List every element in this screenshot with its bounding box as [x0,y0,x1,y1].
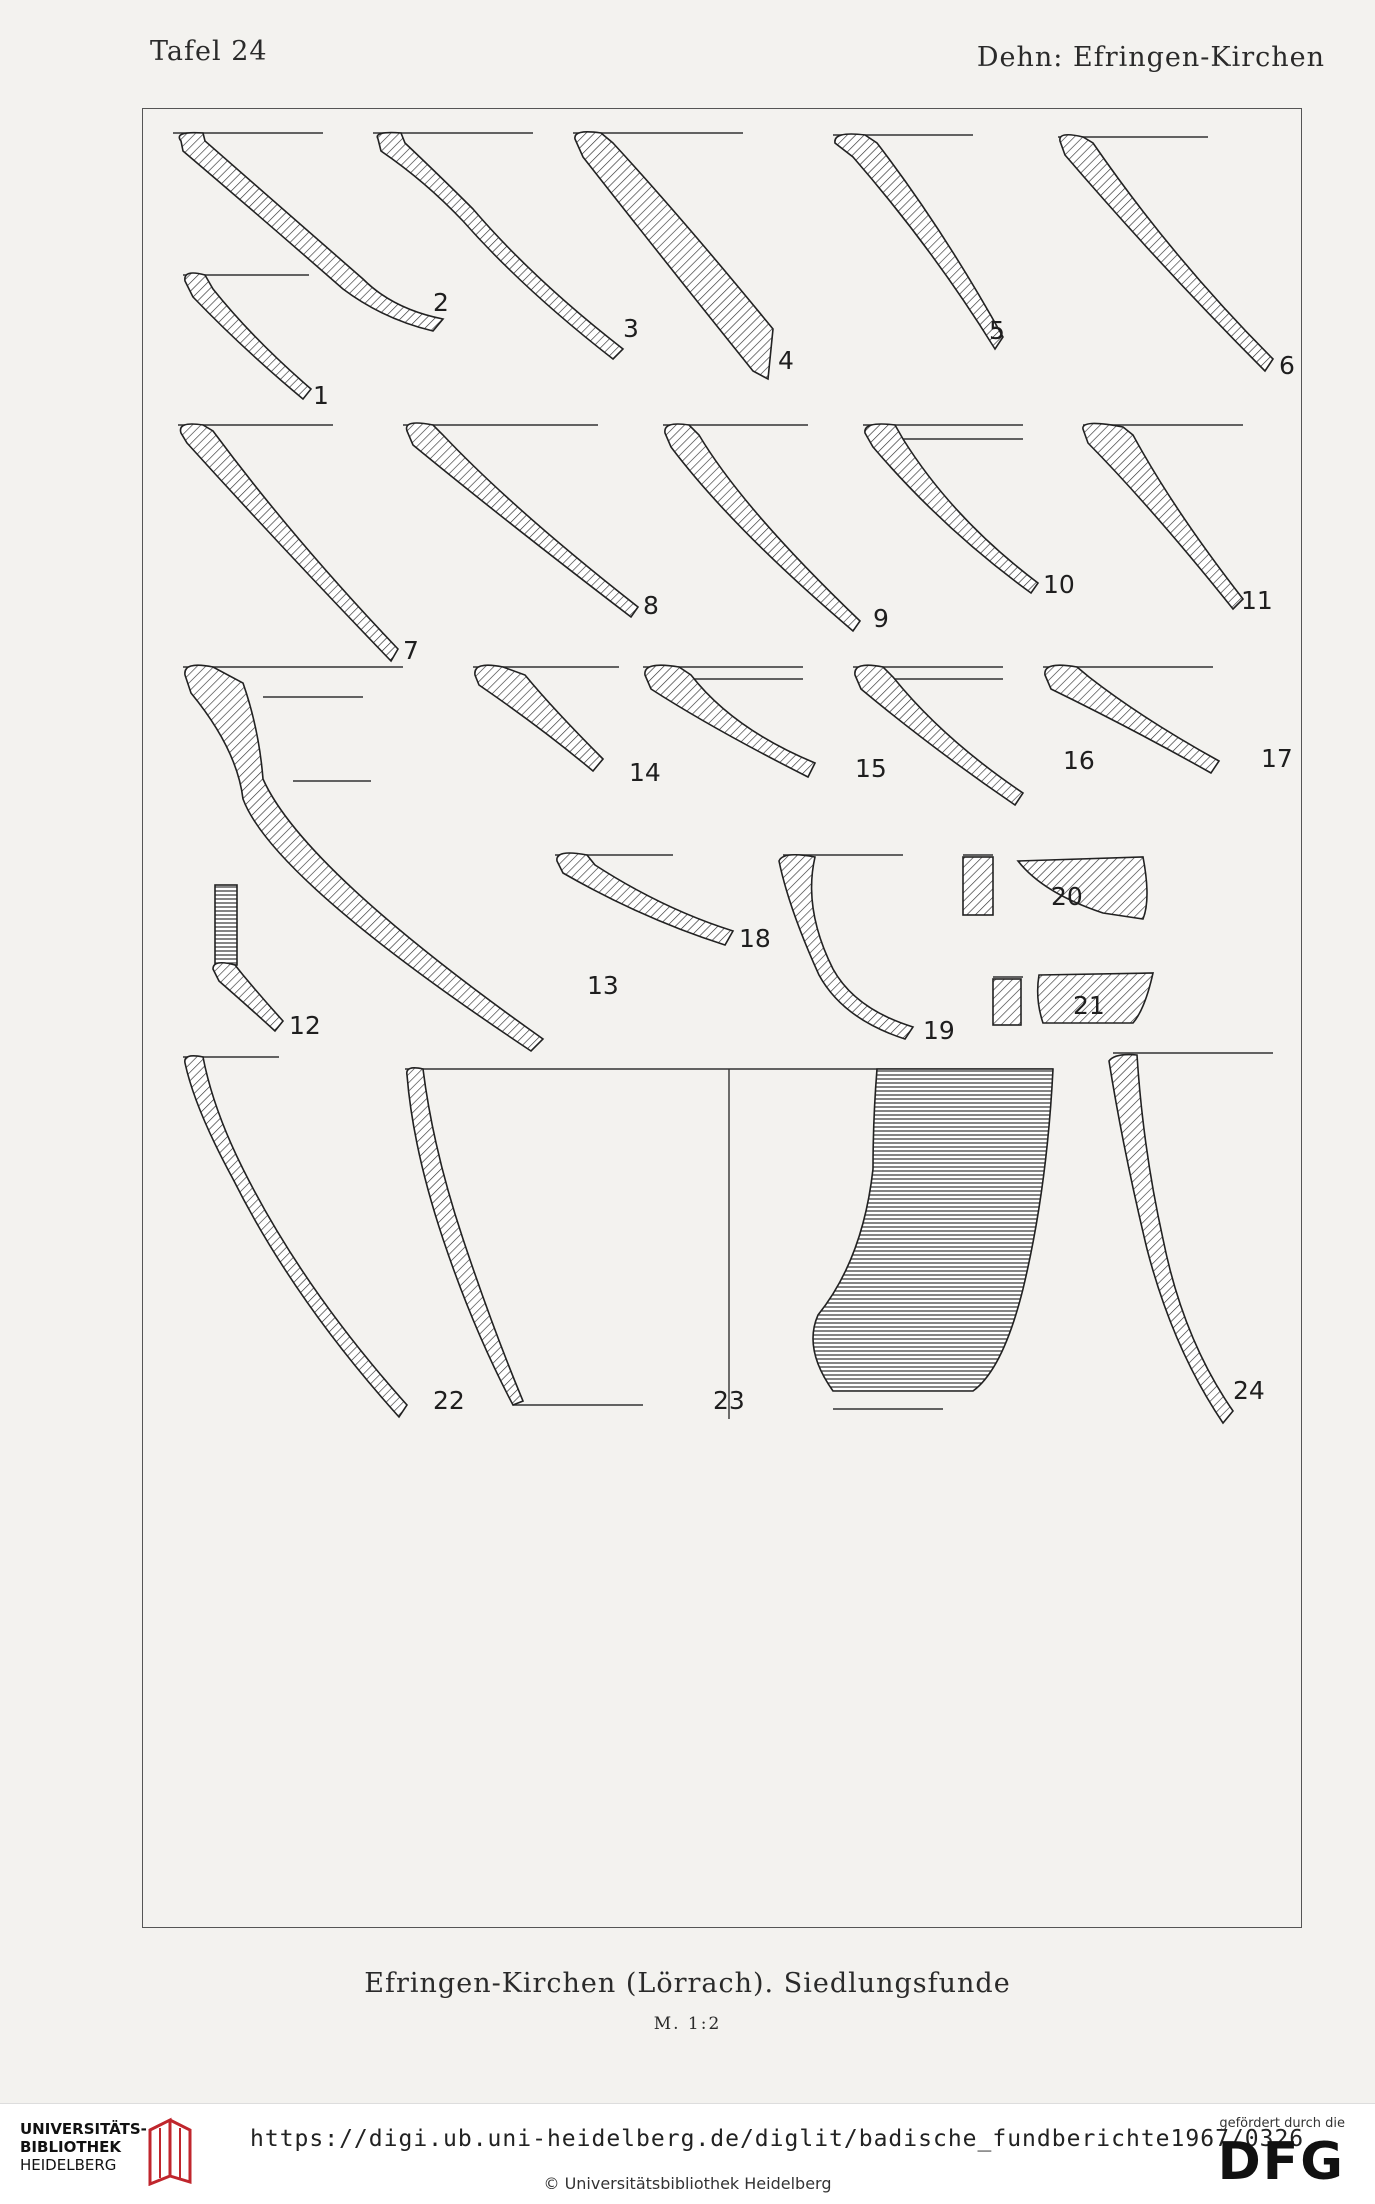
figure-number: 24 [1233,1376,1265,1405]
sherd-15 [643,665,815,777]
figure-number: 11 [1241,586,1273,615]
sherd-22 [183,1056,407,1417]
figure-number: 19 [923,1016,955,1045]
page-header [150,36,1325,86]
sherd-18 [555,853,733,945]
figure-number: 20 [1051,882,1083,911]
figure-number: 14 [629,758,661,787]
sherd-10 [863,424,1038,593]
sherd-6 [1058,135,1273,371]
sherd-11 [1083,423,1243,609]
figure-number: 17 [1261,744,1293,773]
figure-number: 2 [433,288,449,317]
running-head: Dehn: Efringen-Kirchen [976,42,1325,73]
figure-number: 12 [289,1011,321,1040]
sherd-23 [405,1068,1053,1419]
sherd-9 [663,424,860,631]
figure-number: 9 [873,604,889,633]
sherd-12 [213,885,283,1031]
figure-number: 3 [623,314,639,343]
sherd-1 [183,273,311,399]
figure-number: 5 [989,316,1005,345]
figure-number: 10 [1043,570,1075,599]
sherd-7 [178,424,398,661]
figure-number: 23 [713,1386,745,1415]
figure-number: 15 [855,754,887,783]
figure-number: 4 [778,346,794,375]
figure-number: 6 [1279,351,1295,380]
library-logo[interactable] [20,2120,147,2174]
figure-number: 1 [313,381,329,410]
figure-number: 16 [1063,746,1095,775]
pottery-drawings [143,109,1303,1929]
sherd-8 [403,423,638,617]
figure-number: 21 [1073,991,1105,1020]
plate-label: Tafel 24 [150,36,268,67]
logo-line: HEIDELBERG [20,2156,117,2174]
figure-number: 13 [587,971,619,1000]
sherd-24 [1109,1053,1273,1423]
copyright-notice: © Universitätsbibliothek Heidelberg [543,2174,832,2193]
figure-number: 7 [403,636,419,665]
figure-number: 22 [433,1386,465,1415]
sherd-19 [779,855,913,1039]
logo-line: BIBLIOTHEK [20,2138,121,2156]
footer-bar [0,2103,1375,2204]
logo-line: UNIVERSITÄTS- [20,2120,147,2138]
sherd-16 [853,665,1023,805]
scale-note: M. 1:2 [653,2014,722,2034]
figure-number: 8 [643,591,659,620]
sherd-14 [473,665,619,771]
funding-note: gefördert durch die [1219,2116,1345,2131]
permalink-url[interactable]: https://digi.ub.uni-heidelberg.de/diglit/badische_fundberichte1967/0326 [250,2126,1305,2152]
sherd-5 [833,134,1003,349]
figure-number: 18 [739,924,771,953]
dfg-logo[interactable]: DFG [1217,2132,1345,2192]
plate-frame [142,108,1302,1928]
plate-caption: Efringen-Kirchen (Lörrach). Siedlungsfunde [364,1968,1011,1999]
